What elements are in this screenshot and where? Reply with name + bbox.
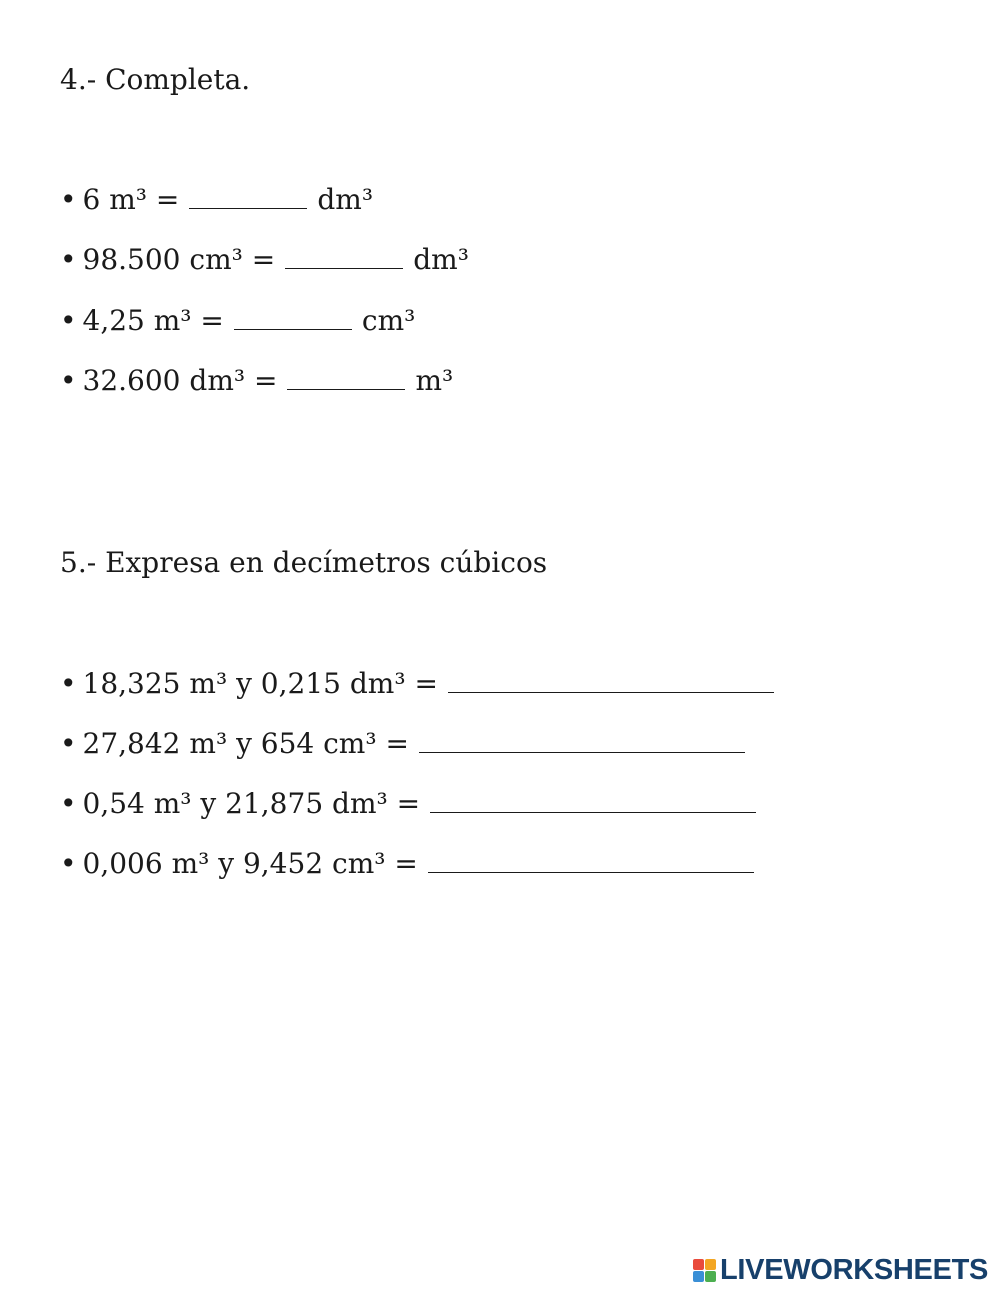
answer-blank[interactable] (285, 244, 403, 269)
exercise-4-item-4 (60, 363, 453, 399)
logo-tile-v (693, 1271, 704, 1282)
answer-blank[interactable] (189, 184, 307, 209)
answer-blank[interactable] (448, 668, 774, 693)
bullet: • (60, 183, 77, 216)
logo-tile-l (693, 1259, 704, 1270)
item-prompt: 32.600 dm³ = (82, 364, 278, 397)
answer-blank[interactable] (419, 728, 745, 753)
item-prompt: 18,325 m³ y 0,215 dm³ = (82, 667, 438, 700)
exercise-4-item-2 (60, 242, 469, 278)
exercise-5-item-2 (60, 726, 755, 762)
bullet: • (60, 727, 77, 760)
exercise-4-item-3 (60, 303, 415, 339)
item-prompt: 0,54 m³ y 21,875 dm³ = (82, 787, 421, 820)
exercise-5-item-3 (60, 786, 766, 822)
bullet: • (60, 304, 77, 337)
answer-blank[interactable] (428, 848, 754, 873)
logo-tile-e (705, 1271, 716, 1282)
item-prompt: 4,25 m³ = (82, 304, 224, 337)
bullet: • (60, 847, 77, 880)
exercise-4-item-1 (60, 182, 373, 218)
item-unit: dm³ (317, 183, 374, 216)
liveworksheets-brand (693, 1252, 988, 1288)
liveworksheets-logo-icon (693, 1259, 716, 1282)
exercise-5-heading: 5.- Expresa en decímetros cúbicos (60, 546, 548, 579)
item-prompt: 0,006 m³ y 9,452 cm³ = (82, 847, 418, 880)
bullet: • (60, 667, 77, 700)
answer-blank[interactable] (287, 365, 405, 390)
item-prompt: 6 m³ = (82, 183, 180, 216)
brand-name: LIVEWORKSHEETS (720, 1253, 989, 1286)
exercise-5-item-1 (60, 666, 784, 702)
answer-blank[interactable] (430, 788, 756, 813)
exercise-4-heading: 4.- Completa. (60, 63, 251, 96)
item-prompt: 98.500 cm³ = (82, 243, 276, 276)
exercise-5-item-4 (60, 846, 764, 882)
item-prompt: 27,842 m³ y 654 cm³ = (82, 727, 409, 760)
bullet: • (60, 364, 77, 397)
answer-blank[interactable] (234, 305, 352, 330)
bullet: • (60, 787, 77, 820)
item-unit: dm³ (413, 243, 469, 276)
bullet: • (60, 243, 77, 276)
item-unit: cm³ (361, 304, 416, 337)
logo-tile-i (705, 1259, 716, 1270)
item-unit: m³ (415, 364, 454, 397)
